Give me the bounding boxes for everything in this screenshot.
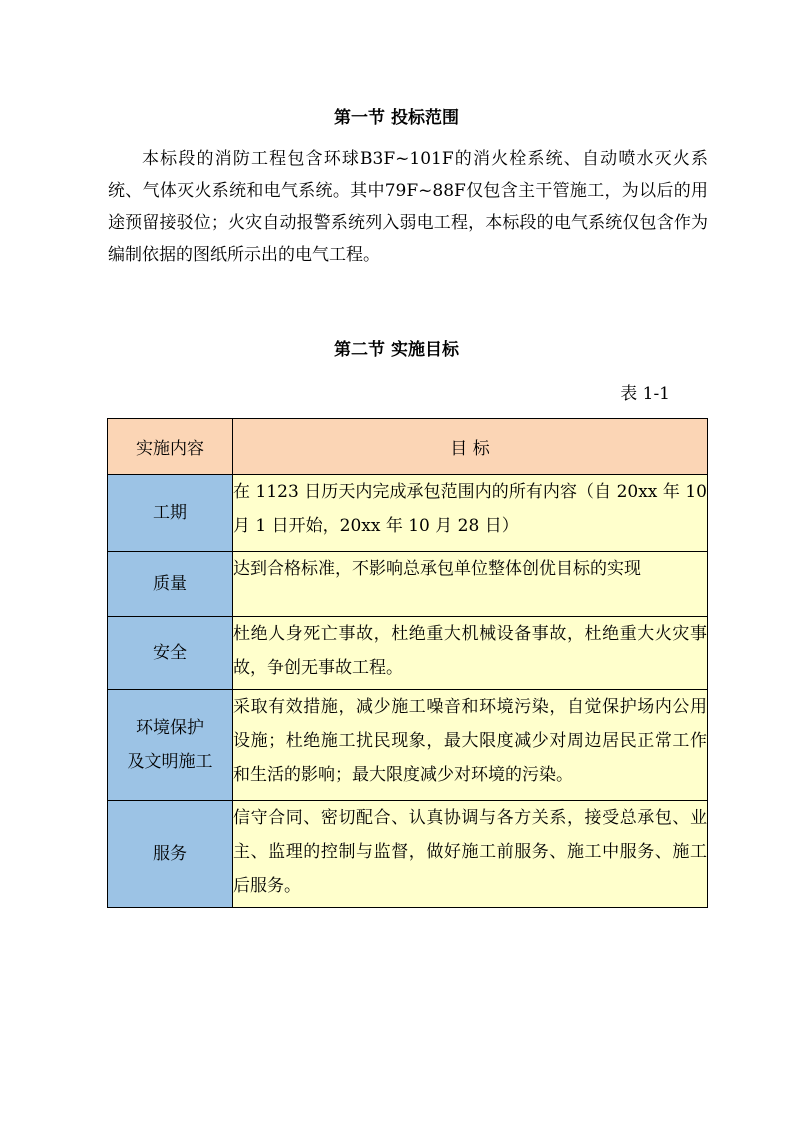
table-caption: 表 1-1 [620,384,670,404]
header-cell-target: 目 标 [233,419,708,475]
table-row [108,690,708,801]
targets-table [107,418,708,908]
row-label-schedule: 工期 [108,475,233,552]
table-row [108,475,708,552]
row-value-environment: 采取有效措施，减少施工噪音和环境污染，自觉保护场内公用设施；杜绝施工扰民现象，最大限度减少对周边居民正常工作和生活的影响；最大限度减少对环境的污染。 [233,690,708,801]
table-row [108,617,708,690]
row-label-environment-line1: 环境保护 [136,718,204,738]
row-value-quality: 达到合格标准，不影响总承包单位整体创优目标的实现 [233,552,708,617]
row-value-service: 信守合同、密切配合、认真协调与各方关系，接受总承包、业主、监理的控制与监督，做好施工前服务、施工中服务、施工后服务。 [233,801,708,908]
header-cell-content: 实施内容 [108,419,233,475]
row-label-environment [108,690,233,801]
section-heading-bid-scope: 第一节 投标范围 [334,108,459,128]
row-value-safety: 杜绝人身死亡事故，杜绝重大机械设备事故，杜绝重大火灾事故，争创无事故工程。 [233,617,708,690]
row-value-schedule: 在 1123 日历天内完成承包范围内的所有内容（自 20xx 年 10 月 1 日开始，20xx 年 10 月 28 日） [233,475,708,552]
row-label-service: 服务 [108,801,233,908]
table-row [108,801,708,908]
row-label-safety: 安全 [108,617,233,690]
bid-scope-paragraph: 本标段的消防工程包含环球B3F~101F的消火栓系统、自动喷水灭火系统、气体灭火系统和电气系统。其中79F~88F仅包含主干管施工，为以后的用途预留接驳位；火灾自动报警系统列入弱电工程，本标段的电气系统仅包含作为编制依据的图纸所示出的电气工程。 [108,149,708,265]
section-heading-targets: 第二节 实施目标 [334,340,459,360]
row-label-quality: 质量 [108,552,233,617]
table-header-row [108,419,708,475]
row-label-environment-line2: 及文明施工 [127,752,213,772]
table-row [108,552,708,617]
